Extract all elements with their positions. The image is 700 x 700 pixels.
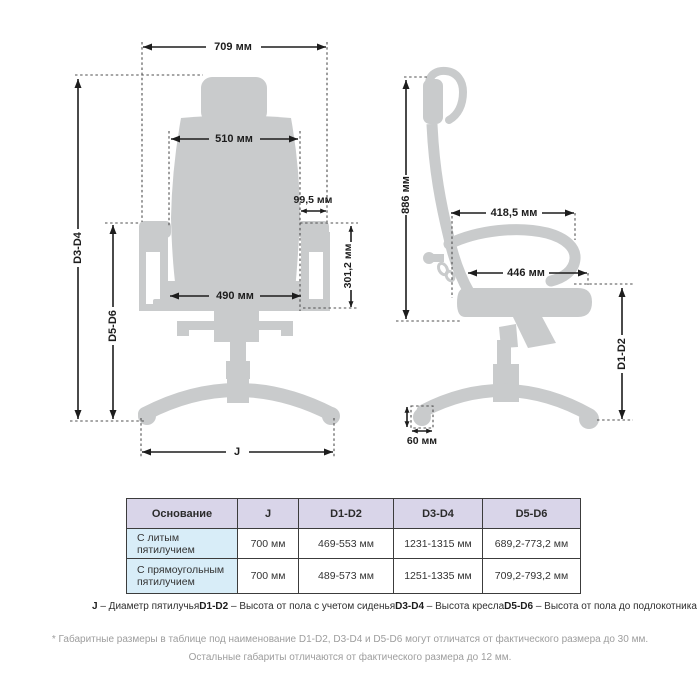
- table-header-row: [127, 499, 581, 529]
- footnote-line-2: Остальные габариты отличаются от фактического размера до 12 мм.: [188, 652, 512, 663]
- side-headrest-pad: [423, 79, 443, 124]
- cell-d5d6-1: 709,2-793,2 мм: [483, 559, 581, 594]
- dim-label-446: 446 мм: [507, 267, 545, 279]
- cell-d5d6-0: 689,2-773,2 мм: [483, 529, 581, 559]
- dim-label-418-5: 418,5 мм: [490, 207, 538, 219]
- legend-term-d3-d4: D3-D4: [395, 601, 425, 612]
- dim-label-d5-d6: D5-D6: [107, 310, 119, 342]
- front-mechanism-box: [214, 311, 259, 342]
- cell-d3d4-1: 1251-1335 мм: [394, 559, 483, 594]
- dim-label-301-2: 301,2 мм: [342, 243, 354, 289]
- side-base-arc: [423, 390, 590, 415]
- legend-item-d1-d2: [199, 601, 395, 612]
- legend-term-d1-d2: D1-D2: [199, 601, 229, 612]
- legend-term-j: J: [92, 601, 98, 612]
- side-mechanism-arm: [512, 313, 556, 348]
- front-armrest-right-cutout: [309, 252, 323, 304]
- legend-desc-d3-d4: – Высота кресла: [426, 601, 505, 612]
- header-d1-d2: D1-D2: [299, 499, 394, 529]
- footnotes: [0, 631, 700, 667]
- front-headrest: [201, 77, 267, 123]
- legend-item-j: [92, 601, 199, 612]
- front-gas-lift-upper: [230, 342, 246, 362]
- table-row: [127, 559, 581, 594]
- table-row: [127, 529, 581, 559]
- side-seat: [457, 288, 592, 317]
- header-j: J: [238, 499, 299, 529]
- dim-label-60: 60 мм: [406, 435, 438, 447]
- side-caster-left: [413, 408, 431, 426]
- chair-side-view: [413, 71, 599, 429]
- legend-item-d3-d4: [395, 601, 504, 612]
- legend-term-d5-d6: D5-D6: [504, 601, 534, 612]
- front-caster-left: [138, 407, 156, 425]
- front-armrest-left-cutout: [146, 252, 160, 304]
- front-caster-right: [322, 407, 340, 425]
- row-label-rect-base: С прямоугольным пятилучием: [127, 559, 238, 594]
- cell-j-0: 700 мм: [238, 529, 299, 559]
- dim-label-99-5: 99,5 мм: [293, 194, 333, 206]
- legend-desc-j: – Диаметр пятилучья: [100, 601, 200, 612]
- side-knob: [423, 252, 435, 264]
- side-gas-lift-upper: [497, 340, 511, 366]
- side-caster-right: [579, 409, 599, 429]
- dimensions-table: [126, 498, 581, 594]
- dim-label-490: 490 мм: [216, 290, 254, 302]
- cell-d3d4-0: 1231-1315 мм: [394, 529, 483, 559]
- legend-desc-d1-d2: – Высота от пола с учетом сиденья: [230, 601, 396, 612]
- legend-desc-d5-d6: – Высота от пола до подлокотника: [535, 601, 697, 612]
- front-armrest-left-pad: [139, 221, 171, 238]
- header-d3-d4: D3-D4: [394, 499, 483, 529]
- cell-j-1: 700 мм: [238, 559, 299, 594]
- chair-front-view: [138, 77, 340, 425]
- dim-label-510: 510 мм: [215, 133, 253, 145]
- dim-label-d1-d2: D1-D2: [616, 338, 628, 370]
- row-label-cast-base: С литым пятилучием: [127, 529, 238, 559]
- dim-label-709: 709 мм: [214, 41, 252, 53]
- footnote-line-1: * Габаритные размеры в таблице под наименование D1-D2, D3-D4 и D5-D6 могут отличатся от фактического размера до 30 мм.: [51, 634, 649, 645]
- cell-d1d2-1: 489-573 мм: [299, 559, 394, 594]
- header-d5-d6: D5-D6: [483, 499, 581, 529]
- legend-item-d5-d6: [504, 601, 697, 612]
- dim-label-j: J: [233, 446, 241, 458]
- dim-label-886: 886 мм: [400, 176, 412, 214]
- header-osnovanie: Основание: [127, 499, 238, 529]
- cell-d1d2-0: 469-553 мм: [299, 529, 394, 559]
- legend: [92, 601, 697, 612]
- dim-label-d3-d4: D3-D4: [72, 232, 84, 264]
